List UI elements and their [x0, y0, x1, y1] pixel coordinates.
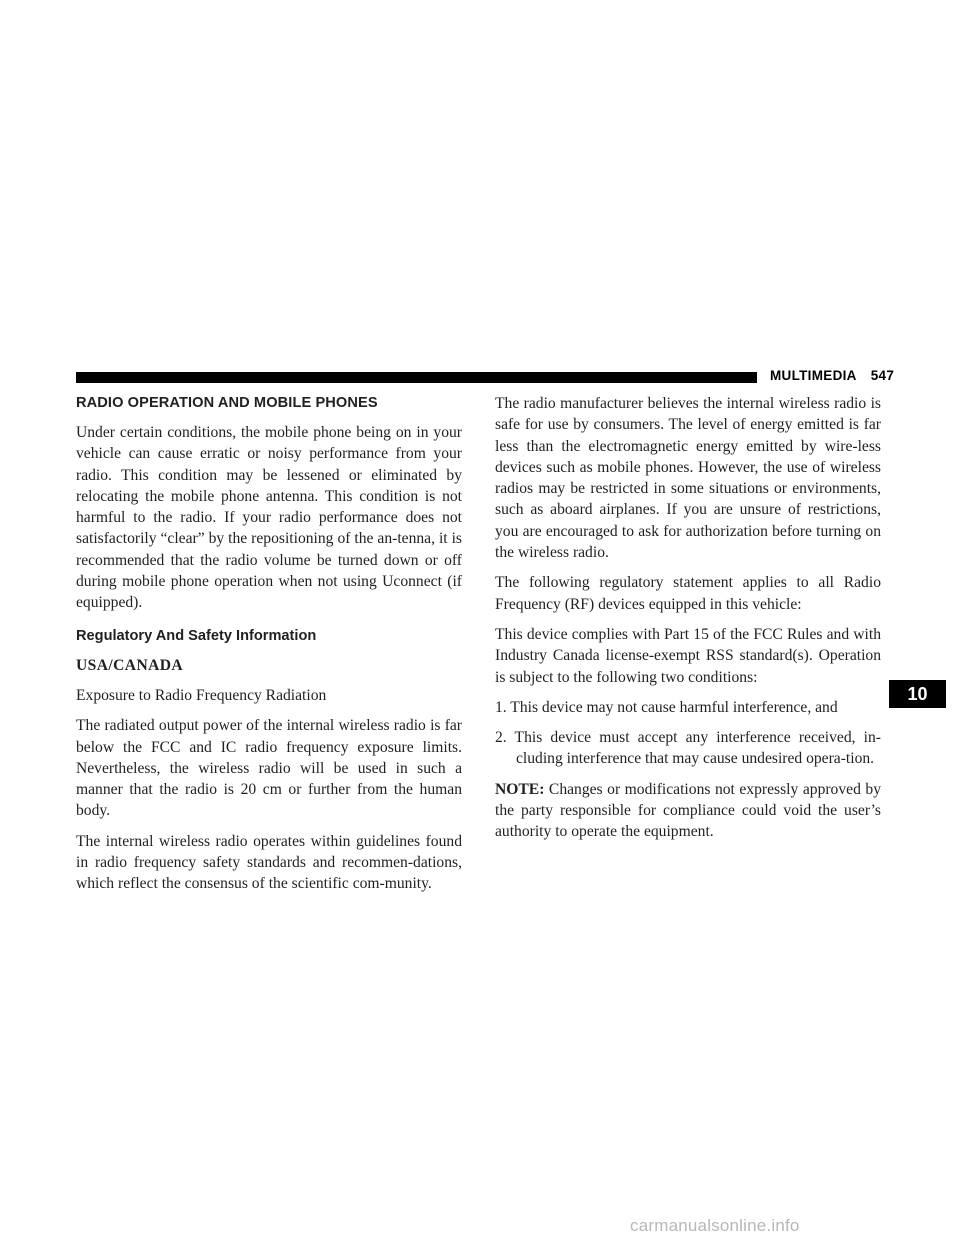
left-column	[76, 393, 462, 904]
regulatory-paragraph: The following regulatory statement applies to all Radio Frequency (RF) devices equipped in this vehicle:	[495, 574, 881, 613]
list-item: 1. This device may not cause harmful interference, and	[495, 698, 838, 716]
manufacturer-paragraph: The radio manufacturer believes the internal wireless radio is safe for use by consumers. The level of energy emitted is far less than the electromagnetic energy emitted by wire-less devices such as mobile phones. However, the use of wireless radios may be restricted in some situations or environments, such as aboard airplanes. If you are unsure of restrictions, you are encouraged to ask for authorization before turning on the wireless radio.	[495, 395, 881, 562]
region-heading: USA/CANADA	[76, 656, 184, 674]
exposure-heading: Exposure to Radio Frequency Radiation	[76, 686, 327, 704]
conditions-list	[495, 697, 881, 770]
chapter-tab: 10	[889, 680, 946, 708]
section-title: RADIO OPERATION AND MOBILE PHONES	[76, 395, 378, 411]
power-paragraph: The radiated output power of the internal wireless radio is far below the FCC and IC radio frequency exposure limits. Nevertheless, the wireless radio will be used in such a manner that the radio is 20 cm or further from the human body.	[76, 717, 462, 820]
header-rule	[76, 372, 757, 383]
compliance-paragraph: This device complies with Part 15 of the FCC Rules and with Industry Canada license-exempt RSS standard(s). Operation is subject to the following two conditions:	[495, 625, 881, 686]
guidelines-paragraph: The internal wireless radio operates within guidelines found in radio frequency safety standards and recommen-dations, which reflect the consensus of the scientific com-munity.	[76, 832, 462, 893]
note-text: Changes or modifications not expressly approved by the party responsible for compliance could void the user’s authority to operate the equipment.	[495, 780, 881, 841]
header-section: MULTIMEDIA	[770, 368, 857, 383]
right-column	[495, 393, 881, 852]
intro-paragraph: Under certain conditions, the mobile phone being on in your vehicle can cause erratic or noisy performance from your radio. This condition may be lessened or eliminated by relocating the mobile phone antenna. This condition is not harmful to the radio. If your radio performance does not satisfactorily “clear” by the repositioning of the an-tenna, it is recommended that the radio volume be turned down or off during mobile phone operation when not using Uconnect (if equipped).	[76, 424, 462, 612]
page-number: 547	[870, 368, 895, 383]
subsection-title: Regulatory And Safety Information	[76, 627, 317, 644]
running-header	[770, 368, 894, 383]
note-label: NOTE:	[495, 780, 545, 798]
note-paragraph	[495, 779, 881, 843]
list-item: 2. This device must accept any interference received, in-cluding interference that may cause undesired opera-tion.	[495, 729, 881, 768]
watermark-text: carmanualsonline.info	[630, 1216, 800, 1235]
